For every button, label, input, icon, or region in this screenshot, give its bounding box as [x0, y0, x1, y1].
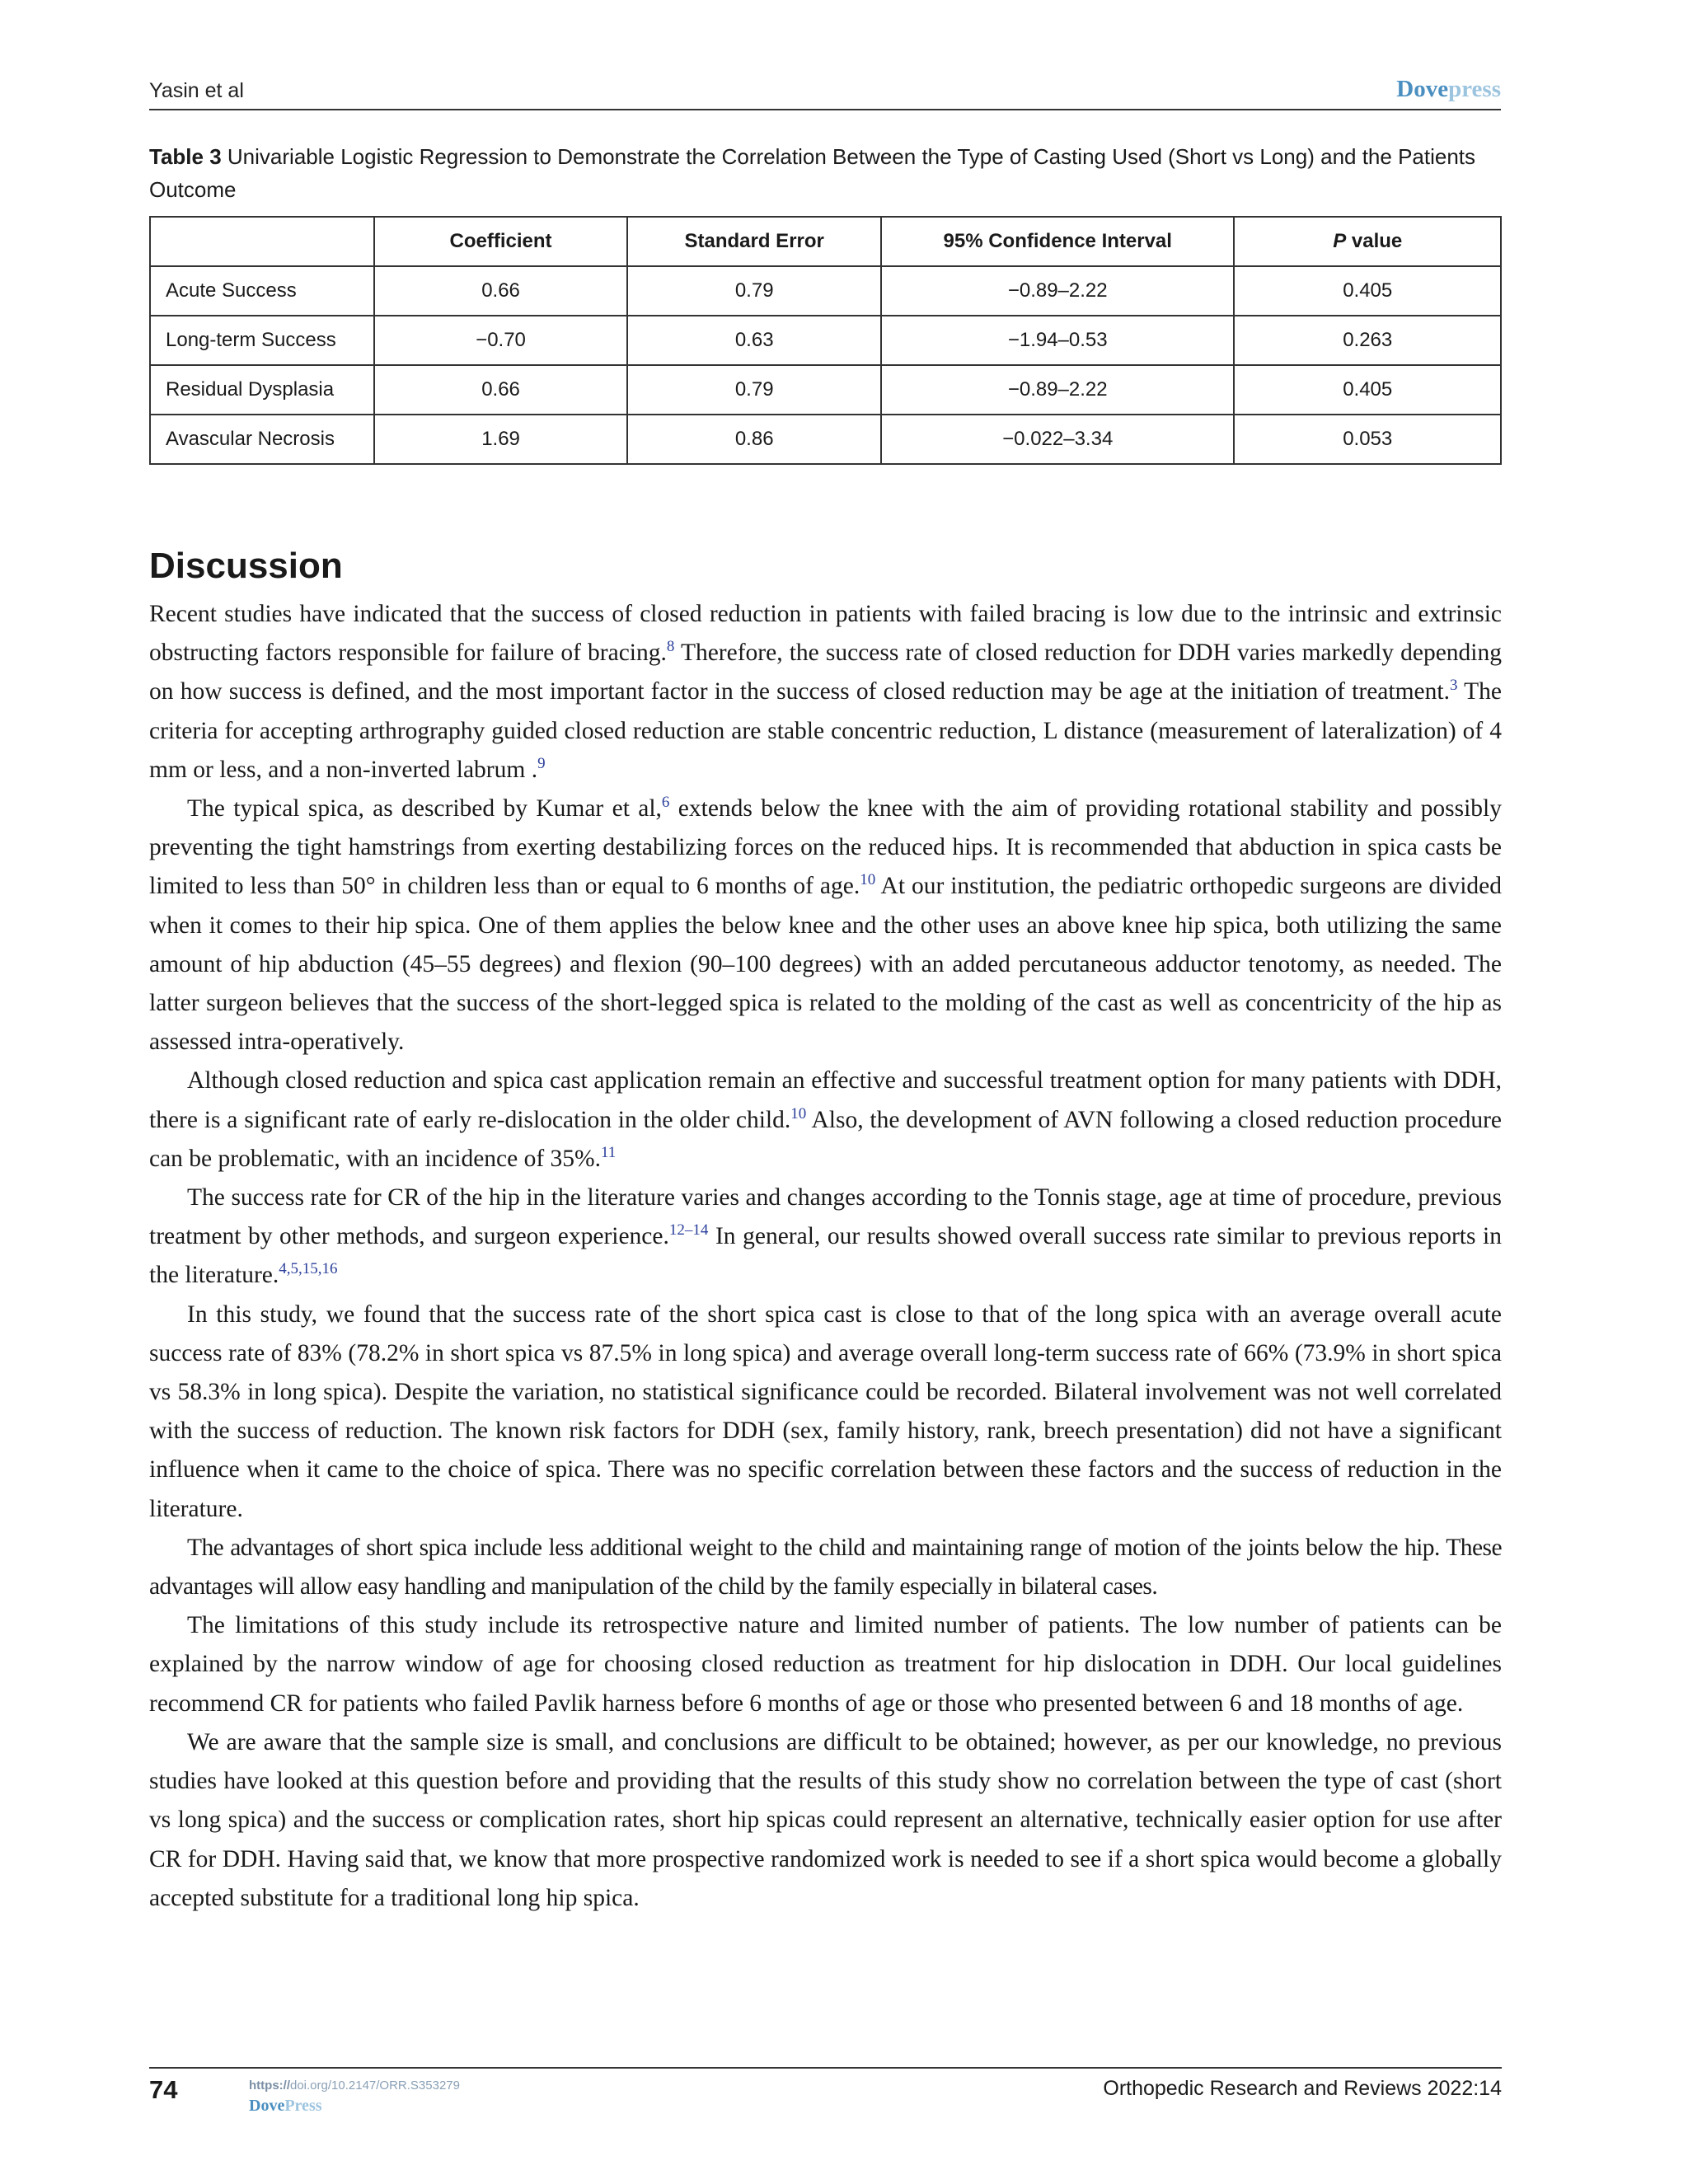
- citation-link[interactable]: 6: [661, 794, 670, 812]
- paragraph: [149, 595, 1502, 790]
- footer-publisher-logo[interactable]: [249, 2097, 322, 2116]
- confidence-interval-cell: −0.89–2.22: [881, 365, 1234, 415]
- row-label: Avascular Necrosis: [150, 415, 374, 464]
- row-label: Acute Success: [150, 266, 374, 316]
- coefficient-cell: −0.70: [374, 316, 628, 365]
- p-value-word: value: [1346, 230, 1403, 252]
- paragraph-text: Also, the development of AVN following a closed reduction procedure can be problematic, with an incidence of 35%.: [149, 1106, 1502, 1172]
- p-value-cell: 0.053: [1234, 415, 1501, 464]
- running-header: [149, 76, 1501, 110]
- paragraph: [149, 1179, 1502, 1296]
- row-label: Residual Dysplasia: [150, 365, 374, 415]
- publisher-logo[interactable]: [1396, 76, 1501, 103]
- paragraph-text: Recent studies have indicated that the success of closed reduction in patients with failed bracing is low due to the intrinsic and extrinsic obstructing factors responsible for failure of bracing.: [149, 601, 1502, 667]
- table-caption-label: Table 3: [149, 144, 222, 169]
- footer-divider: [149, 2067, 1502, 2069]
- citation-link[interactable]: 9: [537, 754, 546, 772]
- doi-text: doi.org/10.2147/ORR.S353279: [290, 2079, 460, 2093]
- table-row: [150, 365, 1501, 415]
- running-author: Yasin et al: [149, 79, 244, 102]
- citation-link[interactable]: 12–14: [668, 1221, 709, 1240]
- paragraph: In this study, we found that the success rate of the short spica cast is close to that of the long spica with an average overall acute success rate of 83% (78.2% in short spica vs 87.5% in long spica) and average overall long-term success rate of 66% (73.9% in short spica vs 58.3% in long spica). Despite the variation, no statistical significance could be recorded. Bilateral involvement was not well correlated with the success of reduction. The known risk factors for DDH (sex, family history, rank, breech presentation) did not have a significant influence when it came to the choice of spica. There was no specific correlation between these factors and the success of reduction in the literature.: [149, 1301, 1502, 1522]
- paragraph-text: extends below the knee with the aim of providing rotational stability and possibly preventing the tight hamstrings from exerting destabilizing forces on the reduced hips. It is recommended that abduction in spica casts be limited to less than 50° in children less than or equal to 6 months of age.: [149, 795, 1502, 900]
- table-row: [150, 316, 1501, 365]
- doi-link[interactable]: [249, 2079, 460, 2093]
- paragraph-text: The typical spica, as described by Kumar et al,: [187, 795, 662, 823]
- paragraph-text: In general, our results showed overall success rate similar to previous reports in the literature.: [149, 1223, 1502, 1289]
- publisher-logo-press: press: [1448, 76, 1501, 102]
- p-value-cell: 0.263: [1234, 316, 1501, 365]
- paragraph: The advantages of short spica include less additional weight to the child and maintaining range of motion of the joints below the hip. These advantages will allow easy handling and manipulation of the child by the family especially in bilateral cases.: [149, 1534, 1502, 1601]
- row-label: Long-term Success: [150, 316, 374, 365]
- paragraph-text: Although closed reduction and spica cast application remain an effective and successful treatment option for many patients with DDH, there is a significant rate of early re-dislocation in the older child.: [149, 1067, 1502, 1133]
- paragraph-text: The criteria for accepting arthrography guided closed reduction are stable concentric reduction, L distance (measurement of lateralization) of 4 mm or less, and a non-inverted labrum .: [149, 678, 1502, 783]
- p-value-cell: 0.405: [1234, 266, 1501, 316]
- paragraph: [149, 1062, 1502, 1179]
- table-caption-text: Univariable Logistic Regression to Demonstrate the Correlation Between the Type of Casting Used (Short vs Long) and the Patients Outcome: [149, 144, 1476, 202]
- standard-error-cell: 0.63: [627, 316, 881, 365]
- p-symbol: P: [1333, 230, 1347, 252]
- paragraph: The limitations of this study include its retrospective nature and limited number of patients. The low number of patients can be explained by the narrow window of age for choosing closed reduction as treatment for hip dislocation in DDH. Our local guidelines recommend CR for patients who failed Pavlik harness before 6 months of age or those who presented between 6 and 18 months of age.: [149, 1612, 1502, 1717]
- coefficient-cell: 0.66: [374, 365, 628, 415]
- paragraph: We are aware that the sample size is small, and conclusions are difficult to be obtained; however, as per our knowledge, no previous studies have looked at this question before and providing that the results of this study show no correlation between the type of cast (short vs long spica) and the success or complication rates, short hip spicas could represent an alternative, technically easier option for use after CR for DDH. Having said that, we know that more prospective randomized work is needed to see if a short spica would become a globally accepted substitute for a traditional long hip spica.: [149, 1728, 1502, 1911]
- citation-link[interactable]: 3: [1449, 677, 1458, 695]
- paragraph-text: At our institution, the pediatric orthopedic surgeons are divided when it comes to their hip spica. One of them applies the below knee and the other uses an above knee hip spica, both utilizing the same amount of hip abduction (45–55 degrees) and flexion (90–100 degrees) with an added percutaneous adductor tenotomy, as needed. The latter surgeon believes that the success of the short-legged spica is related to the molding of the cast as well as concentricity of the hip as assessed intra-operatively.: [149, 873, 1502, 1056]
- footer-logo-dove: Dove: [249, 2097, 285, 2115]
- table-row: [150, 266, 1501, 316]
- citation-link[interactable]: 11: [601, 1144, 617, 1162]
- table-header-row: [150, 217, 1501, 266]
- column-header-empty: [150, 217, 374, 266]
- column-header-p-value: [1234, 217, 1501, 266]
- regression-table: [149, 216, 1502, 465]
- paragraph-text: The success rate for CR of the hip in the literature varies and changes according to the Tonnis stage, age at time of procedure, previous treatment by other methods, and surgeon experience.: [149, 1184, 1502, 1250]
- journal-citation: Orthopedic Research and Reviews 2022:14: [1103, 2077, 1502, 2100]
- table-caption: [149, 140, 1501, 206]
- standard-error-cell: 0.79: [627, 365, 881, 415]
- column-header-standard-error: Standard Error: [627, 217, 881, 266]
- table-row: [150, 415, 1501, 464]
- standard-error-cell: 0.79: [627, 266, 881, 316]
- section-heading-discussion: Discussion: [149, 546, 343, 586]
- column-header-coefficient: Coefficient: [374, 217, 628, 266]
- citation-link[interactable]: 10: [790, 1104, 807, 1122]
- citation-link[interactable]: 8: [666, 638, 675, 656]
- paragraph: [149, 790, 1502, 1062]
- confidence-interval-cell: −1.94–0.53: [881, 316, 1234, 365]
- column-header-confidence-interval: 95% Confidence Interval: [881, 217, 1234, 266]
- p-value-cell: 0.405: [1234, 365, 1501, 415]
- confidence-interval-cell: −0.022–3.34: [881, 415, 1234, 464]
- citation-link[interactable]: 10: [860, 871, 876, 889]
- paragraph-text: Therefore, the success rate of closed reduction for DDH varies markedly depending on how success is defined, and the most important factor in the success of closed reduction may be age at the initiation of treatment.: [149, 640, 1503, 705]
- standard-error-cell: 0.86: [627, 415, 881, 464]
- publisher-logo-dove: Dove: [1396, 76, 1449, 102]
- doi-prefix: https://: [249, 2079, 290, 2093]
- coefficient-cell: 1.69: [374, 415, 628, 464]
- footer-logo-press: Press: [284, 2097, 322, 2115]
- confidence-interval-cell: −0.89–2.22: [881, 266, 1234, 316]
- citation-link[interactable]: 4,5,15,16: [279, 1260, 338, 1278]
- discussion-body: [149, 595, 1502, 1918]
- coefficient-cell: 0.66: [374, 266, 628, 316]
- page-number: 74: [149, 2075, 178, 2104]
